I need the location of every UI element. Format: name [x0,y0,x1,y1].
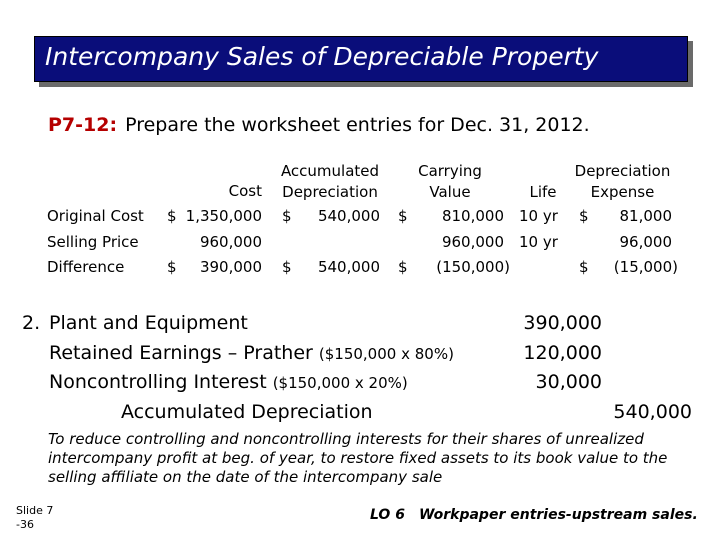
account-name: Accumulated Depreciation [121,401,373,423]
exp-value: (15,000) [613,258,678,276]
cost-value: 1,350,000 [185,207,262,225]
row-label: Selling Price [47,233,139,251]
account-name: Noncontrolling Interest [49,371,267,393]
debit-amount: 390,000 [523,312,602,334]
problem-text: Prepare the worksheet entries for Dec. 31, 2012. [125,114,590,136]
account-name: Plant and Equipment [49,312,248,334]
learning-objective-footer [370,507,698,523]
entry-number: 2. [22,312,41,334]
header-accumulated-1: Accumulated [280,162,380,180]
cost-symbol: $ [167,258,177,276]
title-bar [34,36,688,82]
exp-symbol: $ [579,258,589,276]
entry-line [49,371,408,394]
header-carrying-2: Value [429,183,471,201]
footer-topic: Workpaper entries-upstream sales. [418,507,698,523]
entry-line [121,401,373,423]
credit-amount: 540,000 [613,401,692,423]
cost-symbol: $ [167,207,177,225]
row-label: Original Cost [47,207,144,225]
debit-amount: 120,000 [523,342,602,364]
entry-line [49,342,454,365]
problem-id: P7-12: [48,114,118,136]
slide-title: Intercompany Sales of Depreciable Property [45,42,599,71]
carry-value: (150,000) [436,258,510,276]
calculation: ($150,000 x 20%) [272,374,408,392]
carry-symbol: $ [398,258,408,276]
exp-symbol: $ [579,207,589,225]
carry-value: 810,000 [441,207,504,225]
header-accumulated-2: Depreciation [282,183,378,201]
entry-line [49,312,248,334]
learning-objective-id: LO 6 [370,507,405,523]
problem-statement [48,114,590,136]
header-life: Life [529,183,557,201]
accum-value: 540,000 [317,258,380,276]
cost-value: 960,000 [199,233,262,251]
carry-value: 960,000 [441,233,504,251]
debit-amount: 30,000 [535,371,602,393]
accum-symbol: $ [282,258,292,276]
accum-symbol: $ [282,207,292,225]
accum-value: 540,000 [317,207,380,225]
exp-value: 96,000 [619,233,672,251]
entry-explanation: To reduce controlling and noncontrolling interests for their shares of unrealized intercompany profit at beg. of year, to restore fixed assets to its book value to the selling affiliate on the date of the intercompany sale [48,430,668,486]
life-value: 10 yr [519,233,558,251]
calculation: ($150,000 x 80%) [318,345,454,363]
life-value: 10 yr [519,207,558,225]
header-depreciation-1: Depreciation [574,162,671,180]
header-depreciation-2: Expense [590,183,655,201]
carry-symbol: $ [398,207,408,225]
account-name: Retained Earnings – Prather [49,342,313,364]
header-carrying-1: Carrying [418,162,482,180]
row-label: Difference [47,258,125,276]
cost-value: 390,000 [199,258,262,276]
header-cost: Cost [228,182,262,200]
slide-number: Slide 7 -36 [16,504,54,531]
exp-value: 81,000 [619,207,672,225]
